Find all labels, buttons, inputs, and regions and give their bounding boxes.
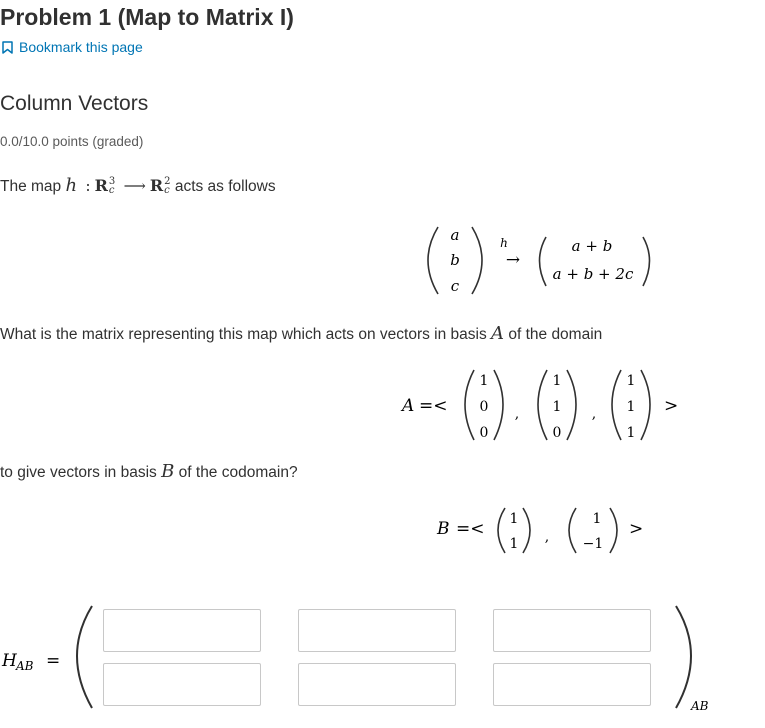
basis-b-label: B	[437, 519, 450, 539]
basis-a-vector-paren	[612, 370, 621, 440]
basis-b-entry: 1	[592, 511, 602, 527]
map-name: h	[65, 175, 78, 196]
basis-a-entry: 0	[479, 399, 489, 415]
basis-a-entry: 1	[479, 373, 489, 389]
basis-a-entry: 0	[479, 425, 489, 441]
answer-label-subscript: AB	[16, 659, 34, 673]
matrix-right-paren	[676, 606, 691, 708]
basis-b-entry: 1	[509, 536, 519, 552]
section-title: Column Vectors	[0, 92, 149, 115]
basis-b-vector-paren	[610, 508, 617, 553]
mapping-arrow: →	[505, 250, 521, 270]
basis-a-entry: 1	[626, 399, 636, 415]
mapping-equation	[0, 210, 765, 305]
basis-b-variable: B	[161, 461, 175, 482]
output-vector-entry: a + b	[571, 237, 613, 255]
bookmark-icon	[2, 41, 13, 54]
question-prefix: What is the matrix representing this map which acts on vectors in basis	[0, 326, 492, 343]
map-colon: :	[85, 177, 91, 195]
basis-a-variable: A	[491, 323, 505, 344]
basis-a-label: A	[402, 396, 415, 416]
bookmark-label: Bookmark this page	[19, 39, 143, 55]
answer-label: H	[2, 651, 17, 671]
basis-a-vector-paren	[494, 370, 503, 440]
matrix-input-r2-c3[interactable]	[493, 663, 651, 706]
matrix-input-r1-c1[interactable]	[103, 609, 261, 652]
basis-b-open: =<	[456, 519, 485, 539]
basis-a-entry: 1	[626, 373, 636, 389]
domain-subscript: c	[108, 184, 115, 196]
answer-equals: =	[46, 651, 61, 671]
basis-b-separator: ,	[544, 529, 550, 545]
matrix-input-r1-c3[interactable]	[493, 609, 651, 652]
basis-b-close: >	[629, 519, 644, 539]
input-vector-right-paren	[472, 227, 482, 294]
matrix-left-paren	[77, 606, 92, 708]
matrix-input-r2-c2[interactable]	[298, 663, 456, 706]
codomain-subscript: c	[164, 184, 170, 196]
input-vector-entry: b	[450, 251, 460, 269]
basis-a-vector-paren	[641, 370, 650, 440]
basis-b-vector-paren	[523, 508, 530, 553]
basis-a-entry: 1	[626, 425, 636, 441]
basis-b-vector-paren	[569, 508, 576, 553]
input-vector-entry: a	[450, 226, 460, 244]
basis-b-entry: 1	[509, 511, 519, 527]
basis-a-close: >	[664, 396, 679, 416]
output-vector-entry: a + b + 2c	[552, 265, 634, 283]
basis-a-separator: ,	[591, 406, 597, 422]
domain-space: R	[94, 176, 108, 195]
basis-a-entry: 1	[552, 373, 562, 389]
intro-suffix: acts as follows	[170, 178, 276, 195]
basis-a-open: =<	[419, 396, 448, 416]
basis-a-vector-paren	[465, 370, 474, 440]
domain-exponent: 3	[108, 175, 116, 187]
basis-b-entry: −1	[582, 536, 604, 552]
input-vector-left-paren	[428, 227, 438, 294]
basis-b-vector-paren	[498, 508, 505, 553]
basis-a-equation	[0, 360, 765, 450]
basis-a-vector-paren	[567, 370, 576, 440]
matrix-subscript: AB	[691, 699, 709, 713]
question-prefix: to give vectors in basis	[0, 464, 162, 481]
basis-a-separator: ,	[514, 406, 520, 422]
intro-prefix: The map	[0, 178, 66, 195]
question-line-2	[0, 461, 298, 482]
basis-a-entry: 0	[552, 425, 562, 441]
codomain-exponent: 2	[164, 175, 171, 187]
output-vector-left-paren	[540, 237, 547, 286]
matrix-input-r2-c1[interactable]	[103, 663, 261, 706]
problem-title: Problem 1 (Map to Matrix I)	[0, 4, 294, 30]
input-vector-entry: c	[450, 277, 460, 295]
basis-a-vector-paren	[538, 370, 547, 440]
mapping-arrow-label: h	[500, 236, 508, 250]
codomain-space: R	[149, 176, 164, 195]
matrix-input-r1-c2[interactable]	[298, 609, 456, 652]
question-suffix: of the domain	[504, 326, 603, 343]
question-suffix: of the codomain?	[174, 464, 298, 481]
basis-a-entry: 1	[552, 399, 562, 415]
basis-b-equation	[0, 500, 765, 560]
bookmark-button[interactable]	[2, 39, 143, 55]
map-arrow: ⟶	[123, 177, 146, 195]
question-line-1	[0, 323, 602, 344]
points-status: 0.0/10.0 points (graded)	[0, 134, 144, 149]
intro-line	[0, 175, 276, 196]
output-vector-right-paren	[643, 237, 650, 286]
